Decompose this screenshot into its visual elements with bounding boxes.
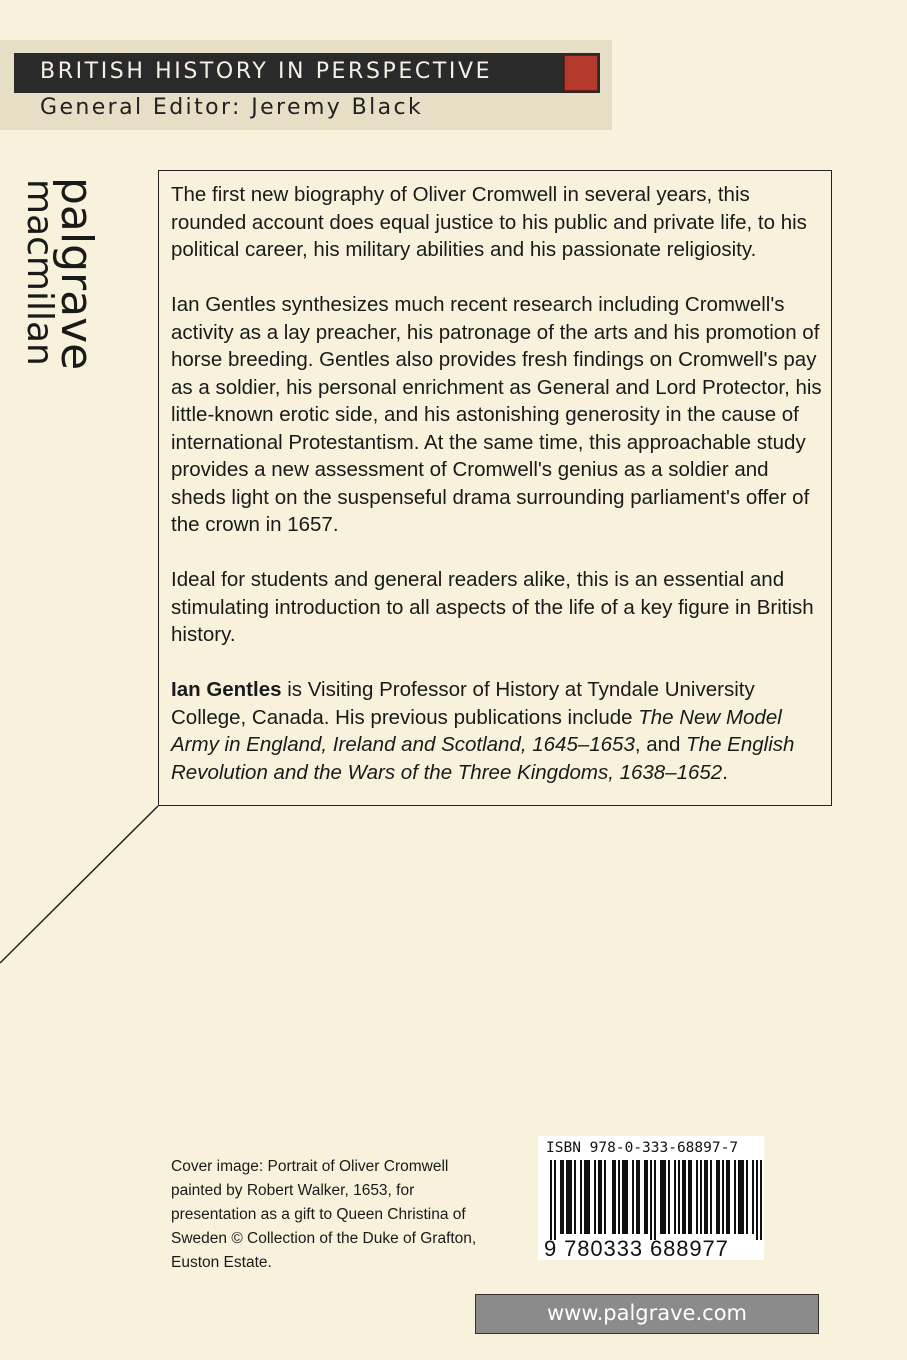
barcode-bar xyxy=(636,1160,638,1234)
barcode-bar xyxy=(574,1160,576,1234)
barcode-bar xyxy=(706,1160,708,1234)
author-bio-text-2: , and xyxy=(634,733,687,756)
barcode-bar xyxy=(650,1160,652,1240)
barcode-bar xyxy=(580,1160,582,1234)
author-bio-text-1: is Visiting Professor of History at Tyndale University College, Canada. His previous publications include xyxy=(171,678,755,729)
barcode-bar xyxy=(678,1160,680,1234)
barcode-bar xyxy=(624,1160,626,1234)
isbn-label: ISBN 978-0-333-68897-7 xyxy=(546,1140,739,1156)
barcode-bar xyxy=(614,1160,616,1234)
blurb-paragraph-1: The first new biography of Oliver Cromwell in several years, this rounded account does equal justice to his public and private life, to his political career, his military abilities and his passionate religiosity. xyxy=(171,183,807,261)
barcode-bar xyxy=(728,1160,730,1234)
barcode-bar xyxy=(716,1160,718,1234)
barcode-bar xyxy=(690,1160,692,1234)
barcode-bar xyxy=(662,1160,664,1234)
barcode-bar xyxy=(738,1160,740,1234)
barcode-bar xyxy=(734,1160,736,1234)
barcode-bar xyxy=(704,1160,706,1234)
barcode-bar xyxy=(566,1160,568,1234)
barcode-bar xyxy=(722,1160,724,1234)
barcode-bar xyxy=(562,1160,564,1234)
barcode-bar xyxy=(740,1160,742,1234)
barcode-bar xyxy=(618,1160,620,1234)
barcode-bar xyxy=(742,1160,744,1234)
book-title-1: The New Model Army in England, Ireland and Scotland, 1645–1653 xyxy=(171,705,782,756)
barcode-bar xyxy=(726,1160,728,1234)
author-bio xyxy=(171,676,826,786)
barcode-bar xyxy=(638,1160,640,1234)
publisher-name-line1: palgrave xyxy=(51,177,102,371)
barcode-bar xyxy=(588,1160,590,1234)
barcode-bar xyxy=(586,1160,588,1234)
cover-image-credit: Cover image: Portrait of Oliver Cromwell painted by Robert Walker, 1653, for presentation as a gift to Queen Christina of Sweden © Collection of the Duke of Grafton, Euston Estate. xyxy=(171,1158,477,1271)
barcode-bar xyxy=(594,1160,596,1234)
isbn-barcode xyxy=(538,1136,764,1260)
publisher-name-line2: macmillan xyxy=(19,179,60,366)
barcode-bar xyxy=(632,1160,634,1234)
barcode-bar xyxy=(570,1160,572,1234)
barcode-bar xyxy=(600,1160,602,1234)
barcode-bar xyxy=(760,1160,762,1240)
barcode-bar xyxy=(700,1160,702,1234)
barcode-bar xyxy=(668,1160,670,1234)
barcode-bar xyxy=(696,1160,698,1234)
barcode-bar xyxy=(560,1160,562,1234)
barcode-bar xyxy=(654,1160,656,1240)
barcode-bar xyxy=(674,1160,676,1234)
barcode-bar xyxy=(718,1160,720,1234)
blurb-paragraph-2: Ian Gentles synthesizes much recent research including Cromwell's activity as a lay preacher, his patronage of the arts and his promotion of horse breeding. Gentles also provides fresh findings on Cromwell's pay as a soldier, his personal enrichment as General and Lord Protector, his little-known erotic side, and his astonishing generosity in the cause of international Protestantism. At the same time, this approachable study provides a new assessment of Cromwell's genius as a soldier and sheds light on the suspenseful drama surrounding parliament's offer of the crown in 1657. xyxy=(171,293,822,536)
barcode-bar xyxy=(612,1160,614,1234)
barcode-bar xyxy=(664,1160,666,1234)
barcode-bar xyxy=(756,1160,758,1240)
barcode-bar xyxy=(688,1160,690,1234)
barcode-bar xyxy=(568,1160,570,1234)
blurb-text xyxy=(171,181,826,786)
barcode-bar xyxy=(752,1160,754,1234)
barcode-bar xyxy=(626,1160,628,1234)
barcode-bar xyxy=(660,1160,662,1234)
barcode-bar xyxy=(710,1160,712,1234)
general-editor: General Editor: Jeremy Black xyxy=(40,95,424,120)
author-name: Ian Gentles xyxy=(171,678,282,701)
author-bio-text-3: . xyxy=(722,760,728,784)
barcode-bar xyxy=(684,1160,686,1234)
book-title-2: The English Revolution and the Wars of the Three Kingdoms, 1638–1652 xyxy=(171,733,795,784)
barcode-bar xyxy=(746,1160,748,1234)
series-title: BRITISH HISTORY IN PERSPECTIVE xyxy=(40,59,493,84)
barcode-digits: 9 780333 688977 xyxy=(544,1236,729,1261)
barcode-bar xyxy=(644,1160,646,1234)
barcode-bar xyxy=(584,1160,586,1234)
barcode-bar xyxy=(550,1160,552,1240)
publisher-url-box[interactable] xyxy=(475,1294,819,1334)
barcode-bar xyxy=(554,1160,556,1240)
barcode-bar xyxy=(682,1160,684,1234)
barcode-bar xyxy=(598,1160,600,1234)
barcode-bar xyxy=(622,1160,624,1234)
publisher-url[interactable]: www.palgrave.com xyxy=(546,1301,747,1325)
barcode-bar xyxy=(646,1160,648,1234)
barcode-bar xyxy=(604,1160,606,1234)
blurb-paragraph-3: Ideal for students and general readers alike, this is an essential and stimulating introduction to all aspects of the life of a key figure in British history. xyxy=(171,568,814,646)
